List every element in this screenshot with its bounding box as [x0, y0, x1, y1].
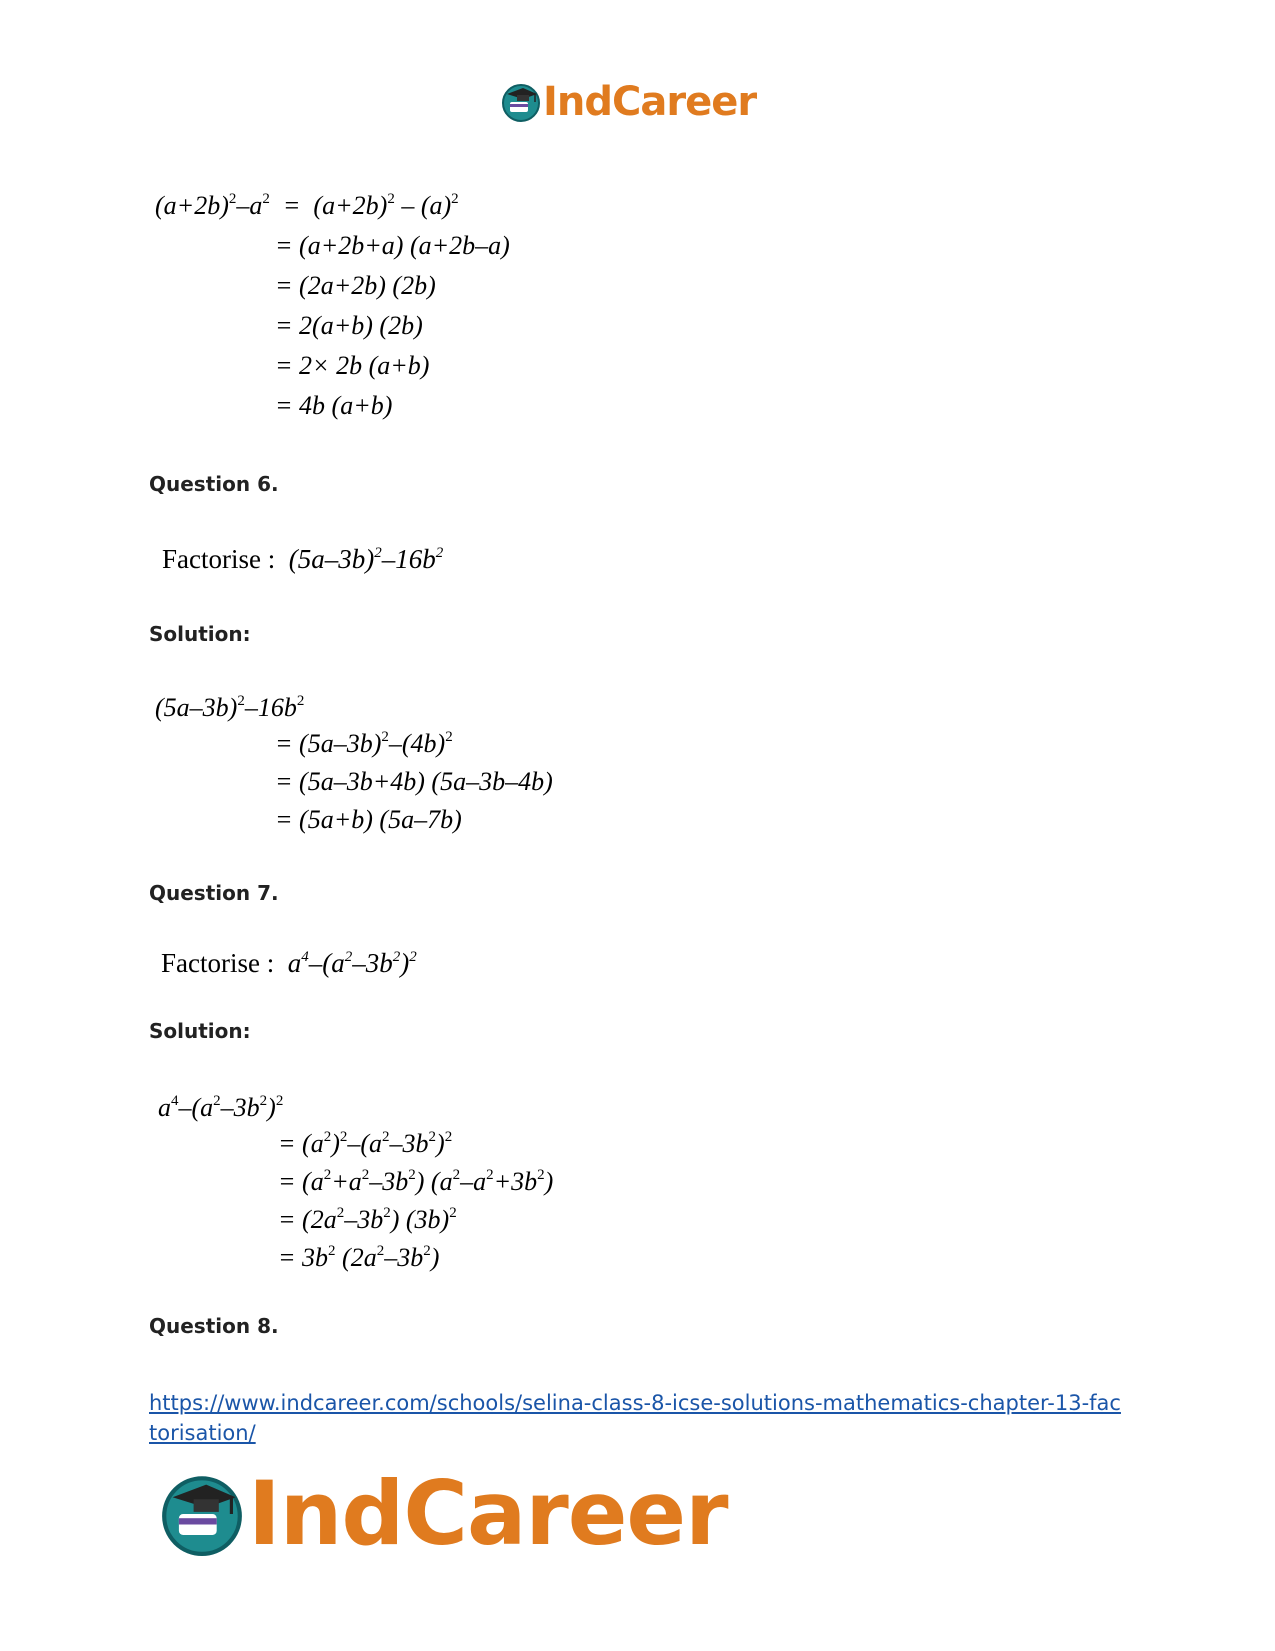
- logo-wordmark: IndCareer: [248, 1462, 728, 1565]
- step-line: = $(2a^2-3b^2)$ $(3b)^2$: [278, 1205, 457, 1234]
- logo-wordmark: IndCareer: [543, 79, 757, 125]
- step-line: = $(a^2+a^2-3b^2)$ $(a^2-a^2+3b^2)$: [278, 1167, 554, 1196]
- step-line: = (a+2b+a) (a+2b–a): [275, 231, 510, 260]
- graduation-book-icon: [160, 1472, 244, 1556]
- step-line: = 2× 2b (a+b): [275, 351, 430, 380]
- step-line: = (5a+b) (5a–7b): [275, 805, 462, 834]
- factorise-label: Factorise :: [162, 544, 276, 574]
- question7-heading: Question 7.: [149, 881, 279, 905]
- source-link[interactable]: https://www.indcareer.com/schools/selina-class-8-icse-solutions-mathematics-chapter-13-factorisation/: [149, 1391, 1121, 1445]
- footer-logo: [160, 1462, 728, 1565]
- solution7-steps: [158, 1088, 553, 1276]
- question6-solution-heading: Solution:: [149, 622, 251, 646]
- step-line: = $(5a-3b)^2-(4b)^2$: [275, 729, 453, 758]
- question6-statement: Factorise : $(5a-3b)^2-16b^2$: [162, 544, 444, 574]
- graduation-book-icon: [501, 82, 541, 122]
- question7-solution-heading: Solution:: [149, 1019, 251, 1043]
- step-line: $a^4-(a^2-3b^2)^2$: [158, 1093, 284, 1122]
- question6-heading: Question 6.: [149, 472, 279, 496]
- step-line: = (2a+2b) (2b): [275, 271, 436, 300]
- question7-statement: Factorise : $a^4-(a^2-3b^2)^2$: [161, 948, 417, 978]
- question8-heading: Question 8.: [149, 1314, 279, 1338]
- step-line: = 2(a+b) (2b): [275, 311, 423, 340]
- step-line: $(5a-3b)^2-16b^2$: [155, 693, 305, 722]
- solution5-steps: [155, 186, 510, 426]
- step-line: $(a+2b)^2-a^2 = (a+2b)^2 - (a)^2$: [155, 191, 459, 220]
- header-logo: [501, 80, 756, 124]
- step-line: = $3b^2$ $(2a^2-3b^2)$: [278, 1243, 440, 1272]
- solution6-steps: [155, 688, 553, 838]
- factorise-label: Factorise :: [161, 948, 275, 978]
- step-line: = 4b (a+b): [275, 391, 393, 420]
- step-line: = $(a^2)^2-(a^2-3b^2)^2$: [278, 1129, 453, 1158]
- step-line: = (5a–3b+4b) (5a–3b–4b): [275, 767, 553, 796]
